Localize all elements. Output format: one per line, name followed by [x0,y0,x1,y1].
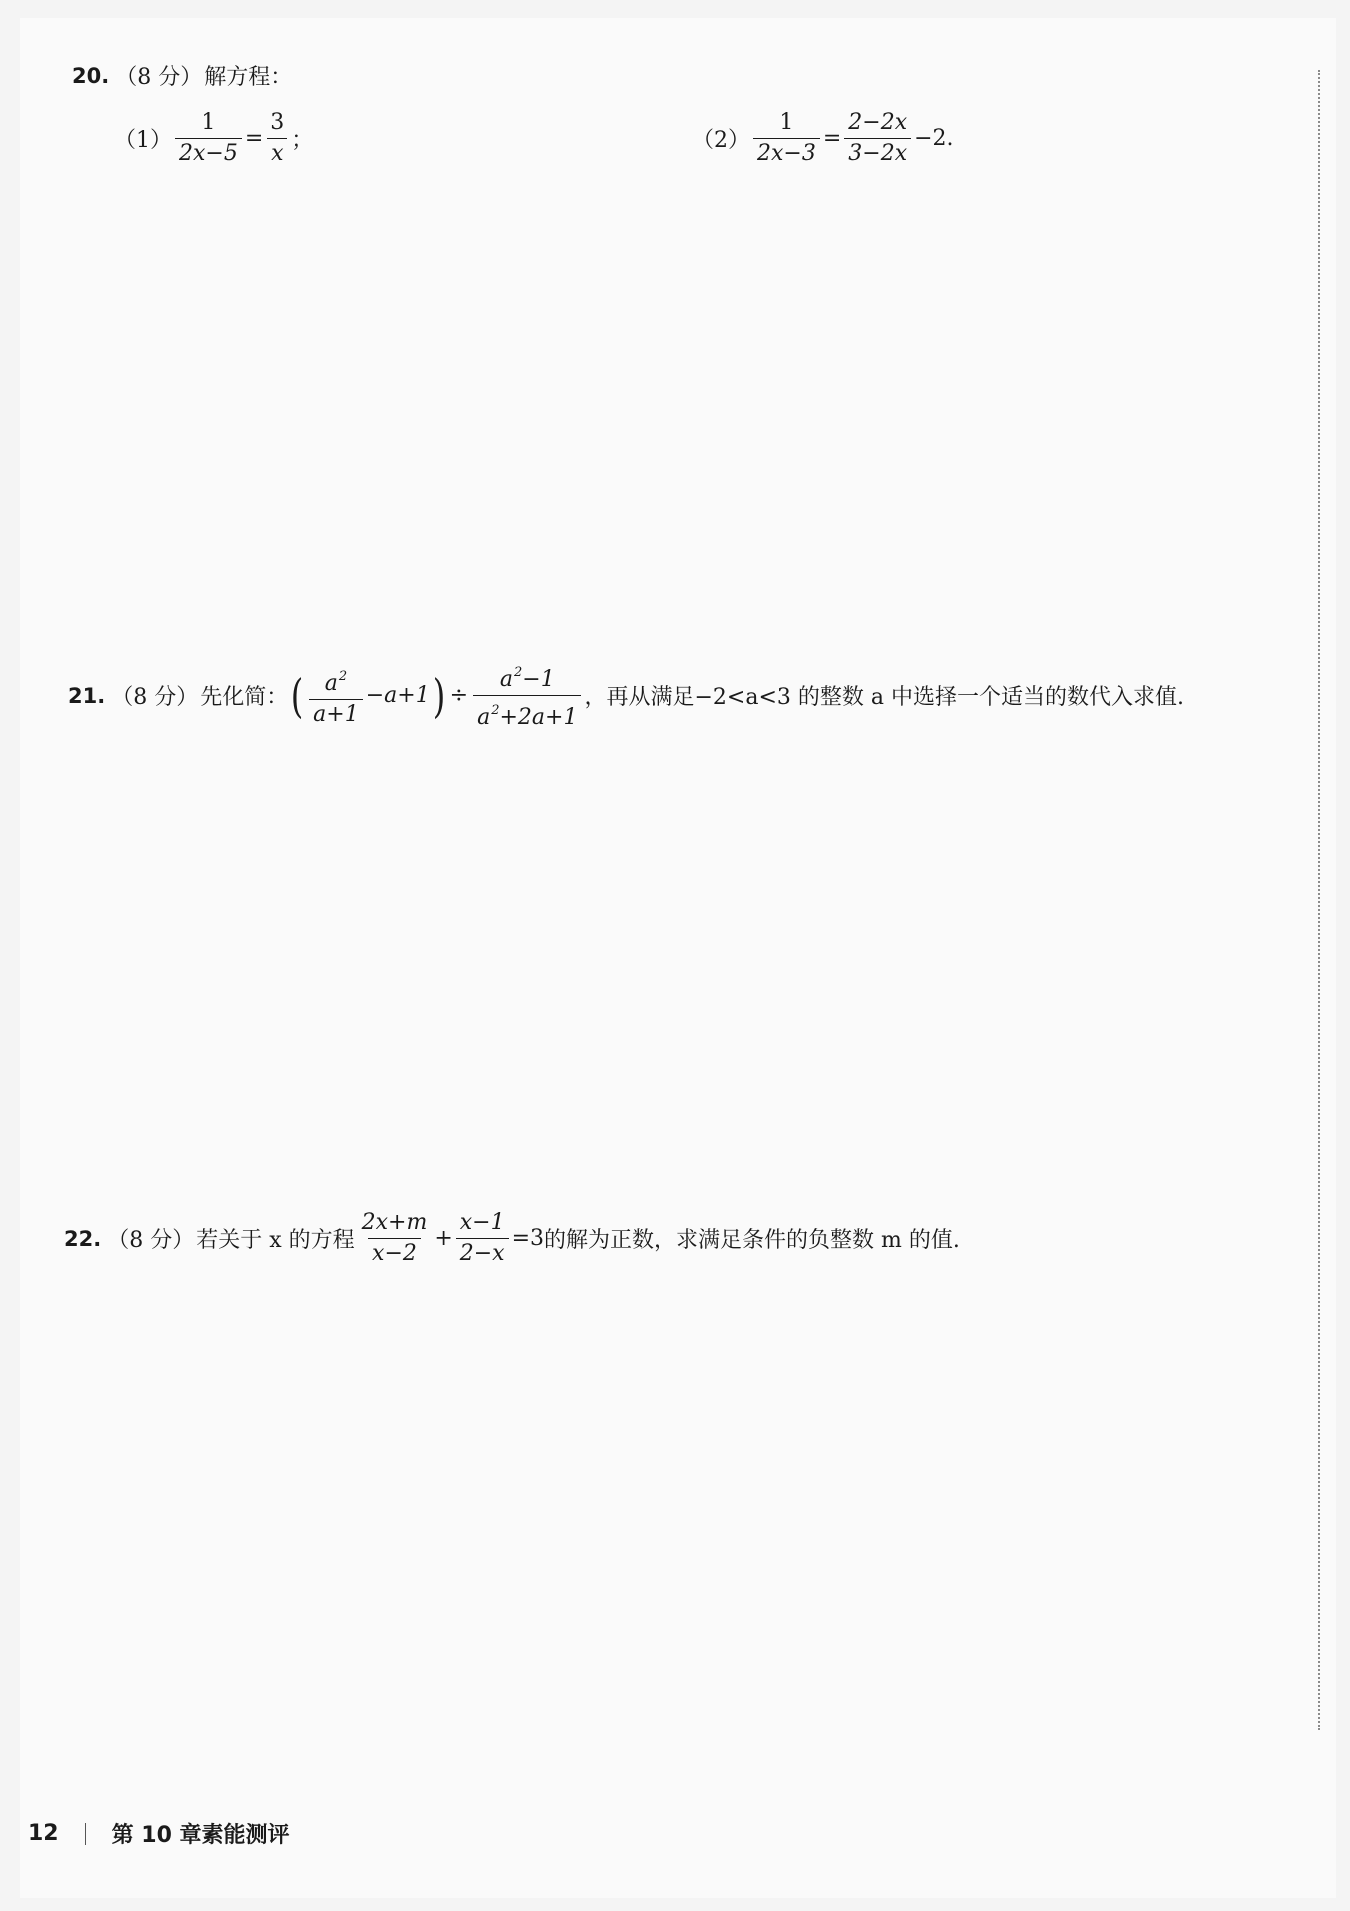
denominator: a+1 [309,699,363,728]
question-number: 21. [68,683,106,708]
instruction: 解方程： [204,65,293,90]
numerator: 1 [201,110,216,135]
denominator: 3−2x [844,138,911,167]
numerator: 1 [779,110,794,135]
fraction [309,664,363,728]
division-sign: ÷ [449,683,469,708]
numerator: 2−2x [848,110,908,135]
left-parenthesis: ( [290,668,304,723]
part-label: （1） [114,128,172,153]
inner-tail: −a+1 [365,683,430,708]
question-text: ，再从满足−2<a<3 的整数 a 中选择一个适当的数代入求值. [584,685,1184,710]
right-parenthesis: ) [432,668,445,723]
fraction [456,1210,509,1267]
fraction [266,110,288,167]
question-number: 22. [64,1226,102,1251]
exponent: 2 [491,703,500,718]
numerator [321,664,351,699]
fraction [473,660,581,731]
fraction [844,110,911,167]
question-20-part-1 [114,110,313,167]
fraction [753,110,820,167]
base: a [477,705,491,730]
numerator [496,660,559,695]
denominator: x−2 [368,1238,421,1267]
page-footer [28,1818,290,1849]
denominator [473,695,581,731]
exponent: 2 [338,668,348,684]
equals-sign: = [822,126,842,151]
page-number: 12 [28,1821,59,1846]
chapter-title: 第 10 章素能测评 [111,1823,290,1848]
instruction: 先化简： [200,685,289,710]
expression-tail: −2. [914,126,954,151]
question-number: 20. [72,63,110,88]
worksheet-page [20,18,1336,1898]
points: （8 分） [115,65,203,90]
tail: +2a+1 [499,705,578,730]
question-21 [68,660,1184,731]
tail: −1 [522,667,555,692]
denominator: 2x−3 [753,138,820,167]
punctuation: ； [291,128,314,153]
footer-divider [85,1823,86,1845]
question-20-header [72,60,292,91]
points: （8 分） [111,685,199,710]
equals-three: =3 [511,1226,545,1251]
denominator: 2−x [456,1238,509,1267]
question-20-part-2 [692,110,954,167]
points: （8 分） [107,1228,195,1253]
base: a [499,667,513,692]
numerator: 2x+m [361,1210,428,1235]
fraction [175,110,242,167]
part-label: （2） [692,128,750,153]
question-text: 若关于 x 的方程 [196,1228,355,1253]
numerator: x−1 [459,1210,505,1235]
question-text: 的解为正数，求满足条件的负整数 m 的值. [544,1228,960,1253]
equals-sign: = [244,126,264,151]
fraction [358,1210,432,1267]
base: a [324,670,338,696]
question-22 [64,1210,960,1267]
denominator: 2x−5 [175,138,242,167]
exponent: 2 [513,665,523,680]
numerator: 3 [270,110,285,135]
denominator: x [267,138,287,167]
cut-line [1318,70,1320,1730]
plus-sign: + [434,1226,453,1251]
